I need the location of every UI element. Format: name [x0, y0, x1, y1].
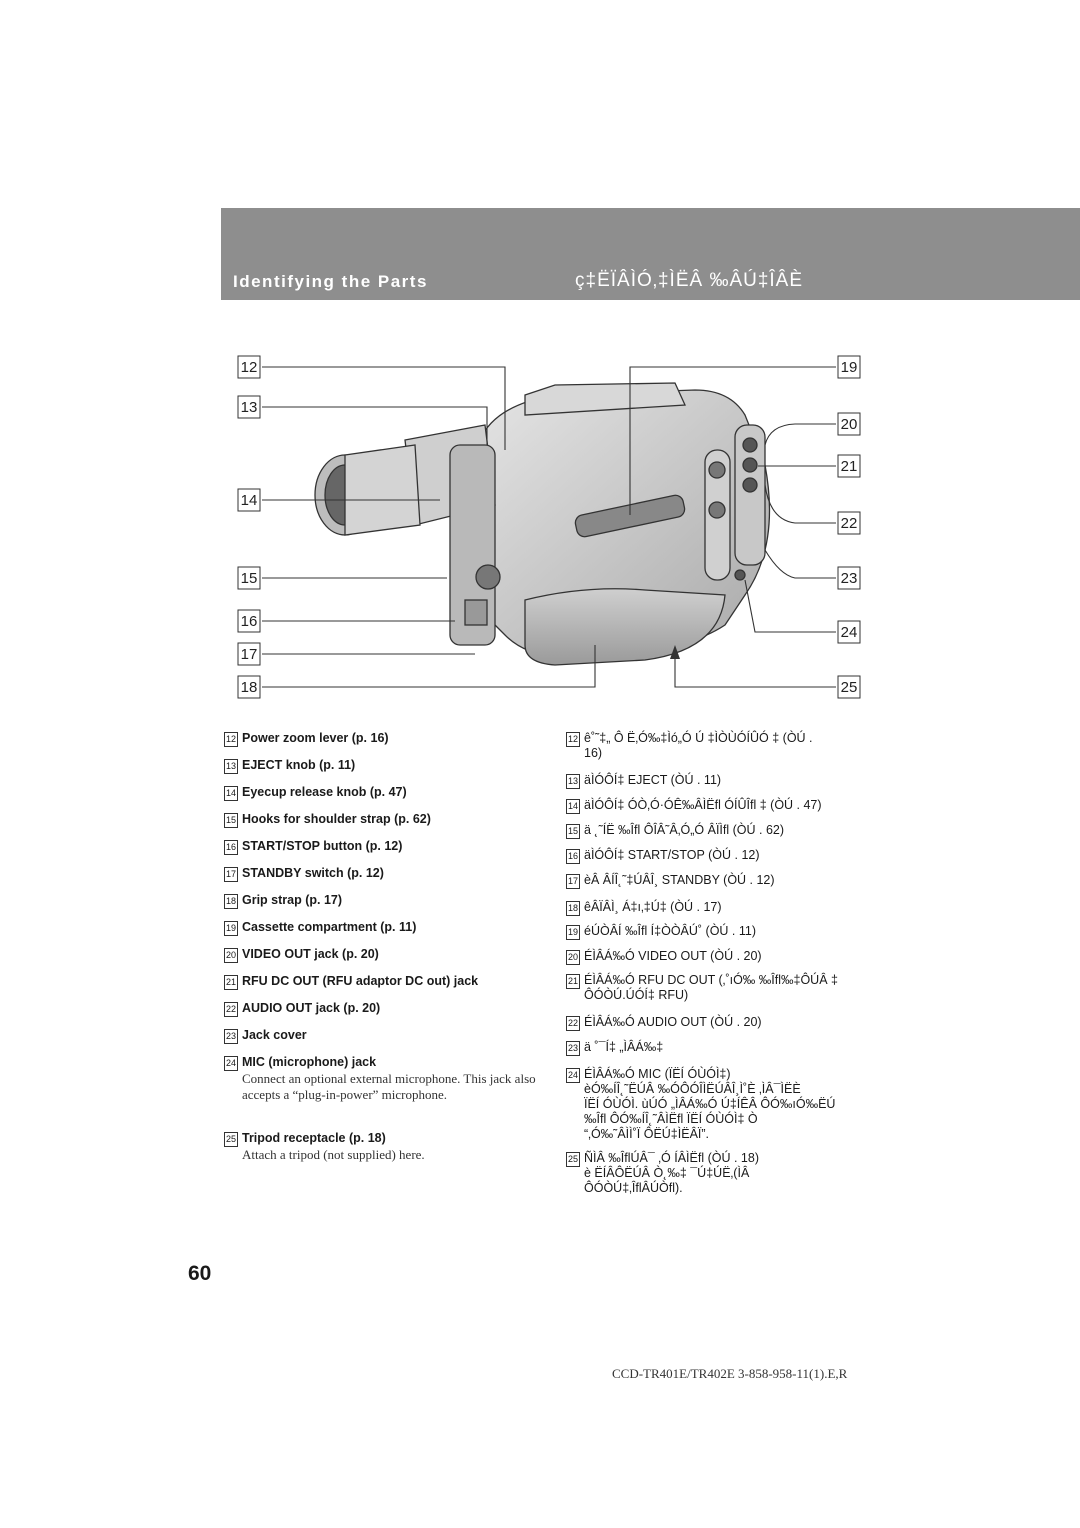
part-number: 22 [224, 1002, 238, 1017]
part-item-ru [566, 848, 904, 863]
part-label: Tripod receptacle (p. 18) [242, 1131, 386, 1145]
part-label: Power zoom lever (p. 16) [242, 731, 389, 745]
part-item-en [224, 893, 542, 908]
part-label: STANDBY switch (p. 12) [242, 866, 384, 880]
svg-text:17: 17 [240, 646, 258, 663]
part-number: 25 [566, 1152, 580, 1167]
callout-25 [838, 676, 860, 698]
callout-17 [238, 643, 260, 665]
part-label: MIC (microphone) jack [242, 1055, 377, 1069]
part-item-en [224, 785, 542, 800]
svg-text:21: 21 [840, 458, 858, 475]
callout-12 [238, 356, 260, 378]
part-number: 16 [224, 840, 238, 855]
part-item-en [224, 1028, 542, 1043]
page-number: 60 [188, 1262, 212, 1285]
svg-text:22: 22 [840, 515, 858, 532]
part-label: START/STOP button (p. 12) [242, 839, 403, 853]
part-label-line: èÓ‰ÍÎ˛˜ËÚÂ ‰ÓÔÓÎÌËÚÂÎ¸Ì˚È ‚ÌÂ¯ÌËÈ [584, 1082, 801, 1096]
svg-text:14: 14 [240, 492, 258, 509]
part-number: 25 [224, 1132, 238, 1147]
part-number: 13 [224, 759, 238, 774]
part-item-en [224, 974, 542, 989]
part-number: 20 [566, 950, 580, 965]
part-label-line: êÂÏÂÌ¸ Á‡ı‚‡Ú‡ (ÒÚ . 17) [584, 900, 722, 914]
part-number: 16 [566, 849, 580, 864]
callout-18 [238, 676, 260, 698]
part-label: AUDIO OUT jack (p. 20) [242, 1001, 381, 1015]
part-number: 15 [566, 824, 580, 839]
part-label: VIDEO OUT jack (p. 20) [242, 947, 379, 961]
svg-text:18: 18 [240, 679, 258, 696]
part-description: Attach a tripod (not supplied) here. [242, 1147, 425, 1162]
part-label-line: ÏËÍ ÓÙÓÌ. ùÚÓ „ÌÂÁ‰Ó Ú‡ÍÊÂ ÔÓ‰ıÓ‰ËÚ [584, 1097, 836, 1111]
part-item-ru [566, 798, 904, 813]
part-item-en [224, 866, 542, 881]
part-description: Connect an optional external microphone. This jack also accepts a “plug-in-power” microphone. [242, 1071, 536, 1103]
part-item-ru [566, 924, 904, 939]
footer-model-code: CCD-TR401E/TR402E 3-858-958-11(1).E,R [612, 1366, 848, 1381]
part-item-en [224, 947, 542, 962]
part-label-line: ‰Îﬂ ÔÓ‰ÍÎ˛˜ÂÌËﬂ ÏËÍ ÓÙÓÌ‡ Ò [584, 1112, 758, 1126]
part-number: 15 [224, 813, 238, 828]
part-label-line: ÔÓÒÚ‡‚ÎﬂÂÚÒﬂ). [584, 1181, 683, 1195]
part-label-line: äÌÓÔÍ‡ START/STOP (ÒÚ . 12) [584, 848, 760, 862]
part-label-line: ÑÌÂ ‰ÎﬂÚÂ¯ ‚Ó ÍÂÌËﬂ (ÒÚ . 18) [584, 1151, 759, 1165]
svg-text:16: 16 [240, 613, 258, 630]
part-number: 23 [224, 1029, 238, 1044]
part-item-ru [566, 1015, 904, 1030]
part-number: 13 [566, 774, 580, 789]
svg-text:24: 24 [840, 624, 858, 641]
part-item-ru [566, 1151, 904, 1196]
part-label-line: ä ˛˜ÍË ‰Îﬂ ÔÎÂ˜Â‚Ó„Ó ÂÏÌﬂ (ÒÚ . 62) [584, 823, 785, 837]
svg-text:20: 20 [840, 416, 858, 433]
part-number: 12 [224, 732, 238, 747]
part-item-en [224, 1131, 542, 1163]
part-number: 19 [566, 925, 580, 940]
callout-24 [838, 621, 860, 643]
part-label-line: èÂ ÂÍÎ˛˜‡ÚÂÎ¸ STANDBY (ÒÚ . 12) [584, 873, 775, 887]
part-label-line: 16) [584, 746, 603, 760]
part-number: 17 [224, 867, 238, 882]
part-item-ru [566, 1067, 904, 1142]
part-number: 21 [224, 975, 238, 990]
part-item-ru [566, 773, 904, 788]
part-number: 14 [224, 786, 238, 801]
svg-text:15: 15 [240, 570, 258, 587]
part-number: 24 [224, 1056, 238, 1071]
callout-20 [838, 413, 860, 435]
part-item-en [224, 731, 542, 746]
part-label: Grip strap (p. 17) [242, 893, 343, 907]
part-item-ru [566, 900, 904, 915]
part-label: RFU DC OUT (RFU adaptor DC out) jack [242, 974, 479, 988]
camcorder-diagram [225, 345, 875, 715]
part-item-en [224, 920, 542, 935]
part-label-line: ä ˚¯Í‡ „ÌÂÁ‰‡ [584, 1040, 664, 1054]
part-number: 24 [566, 1068, 580, 1083]
part-label: EJECT knob (p. 11) [242, 758, 356, 772]
page-title-en: Identifying the Parts [233, 272, 428, 291]
part-label-line: ÉÌÂÁ‰Ó VIDEO OUT (ÒÚ . 20) [584, 949, 762, 963]
page-title-ru: ç‡ËÏÂÌÓ‚‡ÌËÂ ‰ÂÚ‡ÎÂÈ [575, 270, 804, 291]
callout-21 [838, 455, 860, 477]
part-item-ru [566, 1040, 904, 1055]
callout-14 [238, 489, 260, 511]
part-label-line: éÚÒÂÍ ‰Îﬂ Í‡ÒÒÂÚ˚ (ÒÚ . 11) [584, 924, 757, 938]
part-label-line: “‚Ó‰˜ÂÌÌ˚Ï ÔËÚ‡ÌËÂÏ”. [584, 1127, 710, 1141]
part-number: 22 [566, 1016, 580, 1031]
part-label-line: ÉÌÂÁ‰Ó MIC (ÏËÍ ÓÙÓÌ‡) [584, 1067, 731, 1081]
part-number: 18 [224, 894, 238, 909]
part-item-en [224, 758, 542, 773]
callout-22 [838, 512, 860, 534]
callout-16 [238, 610, 260, 632]
part-label-line: äÌÓÔÍ‡ ÓÒ‚Ó·ÓÊ‰ÂÌËﬂ ÓÍÛÎﬂ ‡ (ÒÚ . 47) [584, 798, 822, 812]
part-number: 14 [566, 799, 580, 814]
callout-23 [838, 567, 860, 589]
part-number: 23 [566, 1041, 580, 1056]
part-item-en [224, 812, 542, 827]
part-item-en [224, 839, 542, 854]
part-label-line: è ËÍÂÔËÚÂ Ò˛‰‡ ¯Ú‡ÚË‚(ÌÂ [584, 1166, 750, 1180]
part-number: 20 [224, 948, 238, 963]
part-label-line: äÌÓÔÍ‡ EJECT (ÒÚ . 11) [584, 773, 722, 787]
part-label-line: ÉÌÂÁ‰Ó RFU DC OUT (‚˚ıÓ‰ ‰Îﬂ‰‡ÔÚÂ ‡ [584, 973, 838, 987]
part-number: 18 [566, 901, 580, 916]
part-number: 17 [566, 874, 580, 889]
part-label-line: ÉÌÂÁ‰Ó AUDIO OUT (ÒÚ . 20) [584, 1015, 762, 1029]
svg-text:25: 25 [840, 679, 858, 696]
part-item-ru [566, 873, 904, 888]
part-item-ru [566, 731, 904, 761]
part-item-ru [566, 949, 904, 964]
part-label-line: ê˚˜‡„ Ô Ë‚Ó‰‡Ìó„Ó Ú ‡ÌÒÙÓÍÛÓ ‡ (ÒÚ . [584, 731, 813, 745]
part-item-en [224, 1001, 542, 1016]
svg-text:19: 19 [840, 359, 858, 376]
svg-text:23: 23 [840, 570, 858, 587]
part-label: Jack cover [242, 1028, 307, 1042]
callout-13 [238, 396, 260, 418]
part-label: Hooks for shoulder strap (p. 62) [242, 812, 431, 826]
part-number: 12 [566, 732, 580, 747]
part-item-en [224, 1055, 542, 1104]
part-label: Eyecup release knob (p. 47) [242, 785, 407, 799]
part-label-line: ÔÓÒÚ.ÚÓÍ‡ RFU) [584, 988, 689, 1002]
camcorder-body [315, 383, 770, 665]
part-item-ru [566, 823, 904, 838]
part-number: 19 [224, 921, 238, 936]
svg-text:12: 12 [240, 359, 258, 376]
part-label: Cassette compartment (p. 11) [242, 920, 417, 934]
svg-text:13: 13 [240, 399, 258, 416]
part-item-ru [566, 973, 904, 1003]
callout-19 [838, 356, 860, 378]
callout-15 [238, 567, 260, 589]
part-number: 21 [566, 974, 580, 989]
